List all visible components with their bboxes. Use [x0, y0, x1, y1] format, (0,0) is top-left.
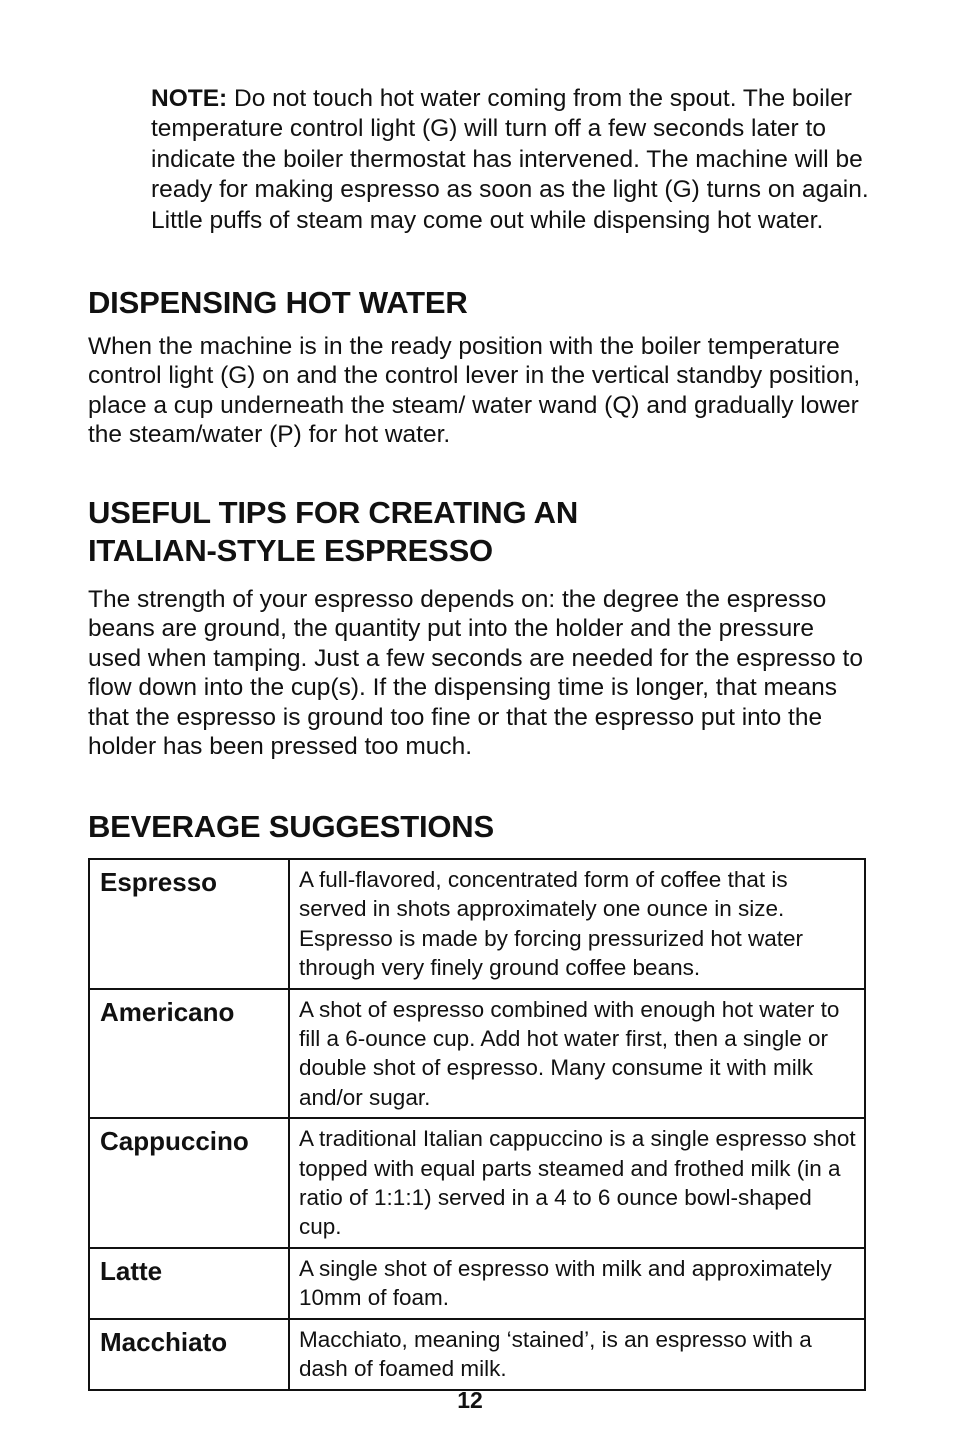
- beverage-name: Espresso: [89, 859, 289, 989]
- table-row: [89, 1248, 865, 1319]
- beverage-description: Macchiato, meaning ‘stained’, is an espresso with a dash of foamed milk.: [289, 1319, 865, 1390]
- heading-beverage-suggestions: BEVERAGE SUGGESTIONS: [88, 809, 494, 844]
- paragraph-useful-tips: The strength of your espresso depends on: the degree the espresso beans are ground, the quantity put into the holder and the pressure used when tamping. Just a few seconds are needed for the espresso to flow down into the cup(s). If the dispensing time is longer, that means that the espresso is ground too fine or that the espresso put into the holder has been pressed too much.: [88, 586, 863, 761]
- note-label: NOTE:: [151, 85, 228, 112]
- table-row: [89, 989, 865, 1119]
- heading-useful-tips: USEFUL TIPS FOR CREATING AN ITALIAN-STYLE ESPRESSO: [88, 495, 579, 568]
- beverage-table: [88, 858, 866, 1391]
- beverage-name: Cappuccino: [89, 1118, 289, 1248]
- note-text: Do not touch hot water coming from the spout. The boiler temperature control light (G) will turn off a few seconds later to indicate the boiler thermostat has intervened. The machine will be ready for making espresso as soon as the light (G) turns on again. Little puffs of steam may come out while dispensing hot water.: [151, 85, 869, 234]
- note-paragraph: [151, 84, 871, 236]
- table-row: [89, 859, 865, 989]
- page-number: 12: [457, 1387, 483, 1413]
- beverage-description: A single shot of espresso with milk and approximately 10mm of foam.: [289, 1248, 865, 1319]
- beverage-name: Latte: [89, 1248, 289, 1319]
- beverage-description: A shot of espresso combined with enough hot water to fill a 6-ounce cup. Add hot water first, then a single or double shot of espresso. Many consume it with milk and/or sugar.: [289, 989, 865, 1119]
- beverage-name: Americano: [89, 989, 289, 1119]
- beverage-description: A full-flavored, concentrated form of coffee that is served in shots approximately one ounce in size. Espresso is made by forcing pressurized hot water through very finely ground coffee beans.: [289, 859, 865, 989]
- beverage-description: A traditional Italian cappuccino is a single espresso shot topped with equal parts steamed and frothed milk (in a ratio of 1:1:1) served in a 4 to 6 ounce bowl-shaped cup.: [289, 1118, 865, 1248]
- table-row: [89, 1118, 865, 1248]
- heading-dispensing-hot-water: DISPENSING HOT WATER: [88, 285, 468, 320]
- beverage-name: Macchiato: [89, 1319, 289, 1390]
- table-row: [89, 1319, 865, 1390]
- paragraph-dispensing-hot-water: When the machine is in the ready position with the boiler temperature control light (G) on and the control lever in the vertical standby position, place a cup underneath the steam/ water wand (Q) and gradually lower the steam/water (P) for hot water.: [88, 333, 861, 449]
